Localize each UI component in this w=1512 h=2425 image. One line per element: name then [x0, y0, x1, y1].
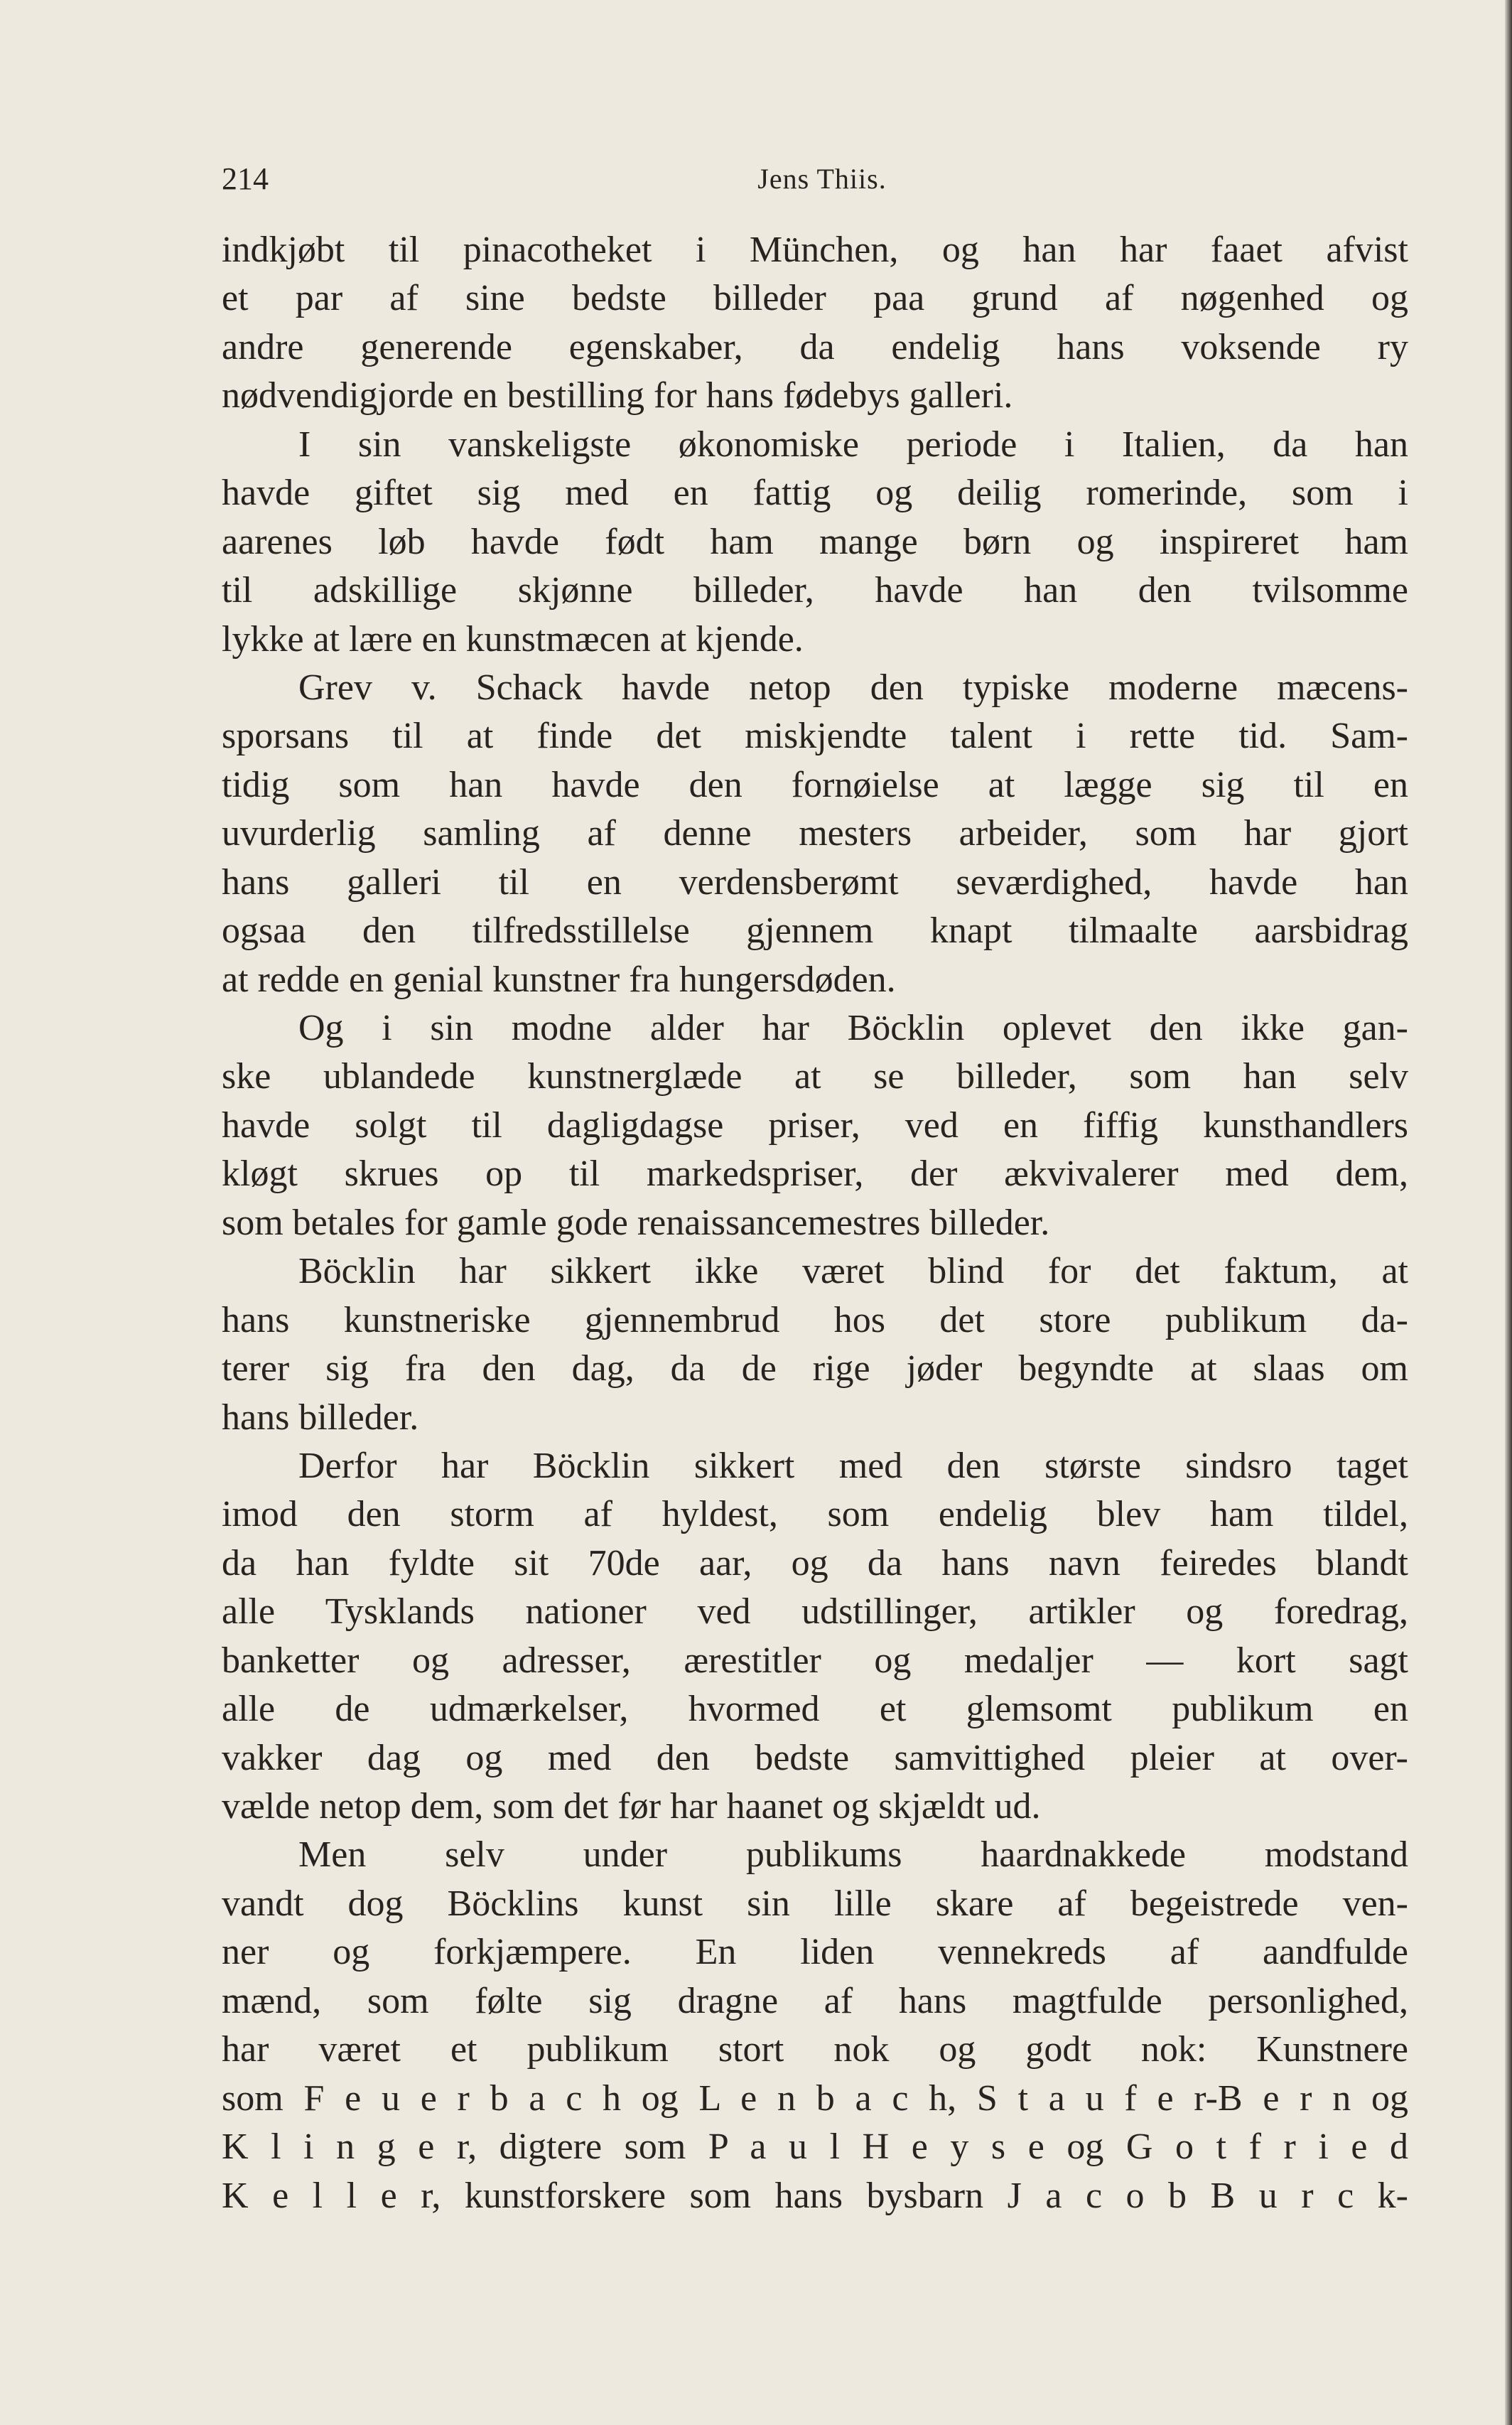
- text-line: hans billeder.: [222, 1397, 419, 1438]
- text-line: sporsans til at finde det miskjendte talent i rette tid. Sam-: [222, 716, 1408, 757]
- text-line: vælde netop dem, som det før har haanet og skjældt ud.: [222, 1786, 1041, 1827]
- text-line: havde solgt til dagligdagse priser, ved en fiffig kunsthandlers: [222, 1104, 1408, 1146]
- text-line: at redde en genial kunstner fra hungersdøden.: [222, 959, 896, 1000]
- text-line: K e l l e r, kunstforskere som hans bysbarn J a c o b B u r c k-: [222, 2175, 1408, 2216]
- text-line: uvurderlig samling af denne mesters arbeider, som har gjort: [222, 813, 1408, 854]
- text-line: imod den storm af hyldest, som endelig blev ham tildel,: [222, 1494, 1408, 1535]
- text-line: som betales for gamle gode renaissancemestres billeder.: [222, 1202, 1050, 1243]
- body-text: [222, 226, 1408, 2220]
- text-line: Men selv under publikums haardnakkede modstand: [298, 1834, 1408, 1876]
- text-line: alle Tysklands nationer ved udstillinger, artikler og foredrag,: [222, 1591, 1408, 1633]
- text-line: indkjøbt til pinacotheket i München, og han har faaet afvist: [222, 230, 1408, 270]
- text-line: Grev v. Schack havde netop den typiske moderne mæcens-: [298, 667, 1408, 708]
- text-line: hans kunstneriske gjennembrud hos det store publikum da-: [222, 1299, 1408, 1340]
- text-line: til adskillige skjønne billeder, havde han den tvilsomme: [222, 570, 1408, 611]
- text-line: ner og forkjæmpere. En liden vennekreds af aandfulde: [222, 1932, 1408, 1973]
- page-edge-shadow: [1505, 0, 1512, 2425]
- text-line: K l i n g e r, digtere som P a u l H e y s e og G o t f r i e d: [222, 2126, 1408, 2168]
- text-line: som F e u e r b a c h og L e n b a c h, S t a u f e r-B e r n og: [222, 2077, 1408, 2119]
- text-line: et par af sine bedste billeder paa grund af nøgenhed og: [222, 278, 1408, 319]
- page-number: 214: [222, 161, 269, 196]
- text-line: vakker dag og med den bedste samvittighed pleier at over-: [222, 1737, 1408, 1778]
- text-line: I sin vanskeligste økonomiske periode i Italien, da han: [298, 424, 1408, 465]
- text-line: nødvendigjorde en bestilling for hans fødebys galleri.: [222, 375, 1013, 416]
- text-line: lykke at lære en kunstmæcen at kjende.: [222, 618, 804, 660]
- text-line: mænd, som følte sig dragne af hans magtfulde personlighed,: [222, 1980, 1408, 2021]
- text-line: kløgt skrues op til markedspriser, der ækvivalerer med dem,: [222, 1154, 1408, 1195]
- page-header: [222, 158, 1422, 200]
- text-line: aarenes løb havde født ham mange børn og inspireret ham: [222, 521, 1408, 562]
- text-line: Derfor har Böcklin sikkert med den største sindsro taget: [298, 1445, 1408, 1486]
- text-line: andre generende egenskaber, da endelig hans voksende ry: [222, 326, 1408, 367]
- text-line: ske ublandede kunstnerglæde at se billeder, som han selv: [222, 1056, 1408, 1097]
- text-line: vandt dog Böcklins kunst sin lille skare af begeistrede ven-: [222, 1883, 1408, 1924]
- text-line: Böcklin har sikkert ikke været blind for det faktum, at: [298, 1251, 1408, 1292]
- text-line: banketter og adresser, ærestitler og medaljer — kort sagt: [222, 1640, 1408, 1681]
- text-line: ogsaa den tilfredsstillelse gjennem knapt tilmaalte aarsbidrag: [222, 910, 1408, 952]
- text-line: terer sig fra den dag, da de rige jøder begyndte at slaas om: [222, 1348, 1408, 1389]
- text-line: havde giftet sig med en fattig og deilig romerinde, som i: [222, 473, 1408, 514]
- running-head: Jens Thiis.: [757, 163, 887, 195]
- text-line: Og i sin modne alder har Böcklin oplevet den ikke gan-: [298, 1008, 1408, 1048]
- text-line: har været et publikum stort nok og godt nok: Kunstnere: [222, 2029, 1408, 2070]
- text-line: da han fyldte sit 70de aar, og da hans navn feiredes blandt: [222, 1542, 1408, 1583]
- text-line: alle de udmærkelser, hvormed et glemsomt publikum en: [222, 1689, 1408, 1730]
- text-line: hans galleri til en verdensberømt seværdighed, havde han: [222, 861, 1408, 903]
- text-line: tidig som han havde den fornøielse at lægge sig til en: [222, 764, 1408, 805]
